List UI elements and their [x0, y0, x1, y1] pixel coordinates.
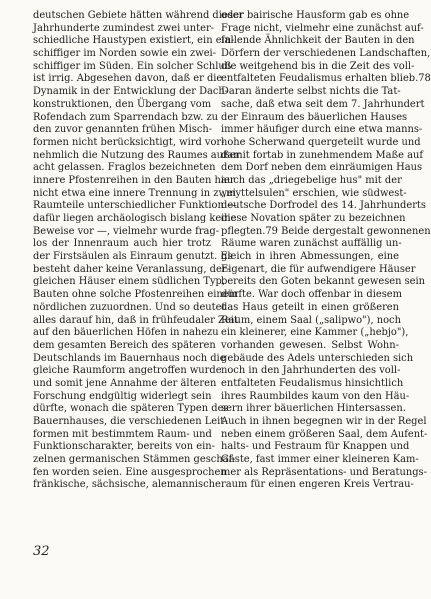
text-line: mer als Repräsentations- und Beratungs- [221, 466, 427, 478]
text-line: ihres Raumbildes kaum von den Häu- [221, 390, 410, 402]
text-line: raum für einen engeren Kreis Vertrau- [221, 479, 414, 491]
text-line: sache, daß etwa seit dem 7. Jahrhundert [221, 98, 425, 110]
text-line: halts- und Festraum für Knappen und [221, 441, 410, 453]
text-line: gleichen Häuser einem südlichen Typ, [33, 276, 225, 288]
page-number: 32 [33, 544, 50, 559]
text-line: nehmlich die Nutzung des Raumes außer [33, 149, 241, 161]
text-line: fränkische, sächsische, alemannische [33, 479, 221, 491]
text-line: Raum, einem Saal („salipwo"), noch [221, 314, 401, 326]
text-line: besteht daher keine Veranlassung, der- [33, 263, 230, 275]
text-line: der Firstsäulen als Einraum genutzt. Es [33, 251, 233, 263]
text-line: innere Pfostenreihen in den Bauten hier [33, 174, 235, 186]
text-line: Deutschlands im Bauernhaus noch die [33, 352, 226, 364]
text-line: fen worden seien. Eine ausgesprochen [33, 466, 227, 478]
text-line: das Haus geteilt in einen größeren [221, 301, 399, 313]
text-line: dem gesamten Bereich des späteren [33, 339, 216, 351]
text-line: auf den bäuerlichen Höfen in nahezu [33, 327, 219, 339]
text-line: Beweise vor —, vielmehr wurde frag- [33, 225, 220, 237]
text-line: pflegten.79 Beide dergestalt gewonnenen [221, 225, 431, 237]
text-line: ein kleinerer, eine Kammer („hebjo"), [221, 327, 409, 339]
text-line: gleich in ihren Abmessungen, eine [221, 251, 399, 263]
text-line: Funktionscharakter, bereits von ein- [33, 441, 215, 453]
text-line: Räume waren zunächst auffällig un- [221, 238, 402, 250]
text-line: die weitgehend bis in die Zeit des voll- [221, 60, 415, 72]
text-line: Forschung endgültig widerlegt sein [33, 390, 212, 402]
text-line: Bauernhauses, die verschiedenen Leit- [33, 416, 228, 427]
text-line: neben einem größeren Saal, dem Aufent- [221, 428, 428, 440]
text-line: Dynamik in der Entwicklung der Dach- [33, 86, 229, 98]
text-line: gleiche Raumform angetroffen wurde [33, 365, 222, 377]
text-line: immer häufiger durch eine etwa manns- [221, 124, 423, 136]
text-line: hohe Scherwand quergeteilt wurde und [221, 136, 421, 148]
text-line: konstruktionen, den Übergang vom [33, 98, 212, 110]
text-line: auch das „driegebelige hus" mit der [221, 174, 402, 186]
text-line: ist irrig. Abgesehen davon, daß er die [33, 73, 223, 85]
text-line: entfalteten Feudalismus erhalten blieb.78 [221, 73, 431, 85]
text-line: sern ihrer bäuerlichen Hintersassen. [221, 403, 406, 415]
text-line: gebäude des Adels unterschieden sich [221, 352, 414, 364]
text-line: Rofendach zum Sparrendach bzw. zu [33, 111, 219, 123]
text-line: den zuvor genannten frühen Misch- [33, 124, 213, 136]
text-line: nördlichen zuzuordnen. Und so deutet [33, 301, 226, 313]
text-line: vorhanden gewesen. Selbst Wohn- [221, 339, 399, 351]
text-line: Bauten ohne solche Pfostenreihen einem [33, 289, 238, 301]
text-line: damit fortab in zunehmendem Maße auf [221, 149, 423, 161]
text-line: deutsche Dorfrodel des 14. Jahrhunderts [221, 200, 426, 212]
text-line: Dörfern der verschiedenen Landschaften, [221, 48, 431, 60]
text-line: bereits den Goten bekannt gewesen sein [221, 276, 426, 288]
text-line: acht gelassen. Fraglos bezeichneten [33, 162, 216, 174]
text-line: entfalteten Feudalismus hinsichtlich [221, 377, 404, 389]
text-line: dürfte, wonach die späteren Typen des [33, 403, 229, 415]
text-line: noch in den Jahrhunderten des voll- [221, 365, 401, 377]
text-line: und somit jene Annahme der älteren [33, 377, 217, 389]
text-line: Frage nicht, vielmehr eine zunächst auf- [221, 22, 424, 34]
text-line: Jahrhunderte zumindest zwei unter- [33, 22, 215, 34]
text-line: Raumteile unterschiedlicher Funktion — [33, 200, 237, 212]
right-text-column [221, 10, 431, 492]
text-line: zelnen germanischen Stämmen geschaf- [33, 454, 236, 466]
text-line: schiffiger im Norden sowie ein zwei- [33, 48, 217, 60]
text-line: dürfte. War doch offenbar in diesem [221, 289, 402, 301]
text-line: Gäste, fast immer einer kleineren Kam- [221, 454, 419, 466]
text-line: Daran änderte selbst nichts die Tat- [221, 86, 401, 98]
text-line: schiedliche Haustypen existiert, ein ein- [33, 35, 235, 47]
text-line: fallende Ähnlichkeit der Bauten in den [221, 35, 415, 47]
text-line: „myttelsulen" erschien, wie südwest- [221, 187, 407, 199]
text-line: Eigenart, die für aufwendigere Häuser [221, 263, 416, 275]
text-line: formen mit bestimmtem Raum- und [33, 428, 212, 440]
text-line: dafür liegen archäologisch bislang keine [33, 213, 237, 224]
text-line: formen nicht berücksichtigt, wird vor- [33, 136, 225, 148]
left-text-column [33, 10, 244, 492]
text-line: nicht etwa eine innere Trennung in zwei [33, 187, 236, 199]
text-line: schiffiger im Süden. Ein solcher Schluß [33, 60, 232, 72]
text-line: alles darauf hin, daß in frühfeudaler Zeit [33, 314, 238, 326]
text-line: los der Innenraum auch hier trotz [33, 238, 211, 250]
text-line: diese Novation später zu bezeichnen [221, 213, 406, 224]
text-line: deutschen Gebiete hätten während dieser [33, 10, 244, 21]
text-line: der Einraum des bäuerlichen Hauses [221, 111, 408, 123]
text-line: Auch in ihnen begegnen wir in der Regel [221, 416, 427, 427]
text-line: dem Dorf neben dem einräumigen Haus [221, 162, 423, 174]
text-line: oder bairische Hausform gab es ohne [221, 10, 410, 21]
